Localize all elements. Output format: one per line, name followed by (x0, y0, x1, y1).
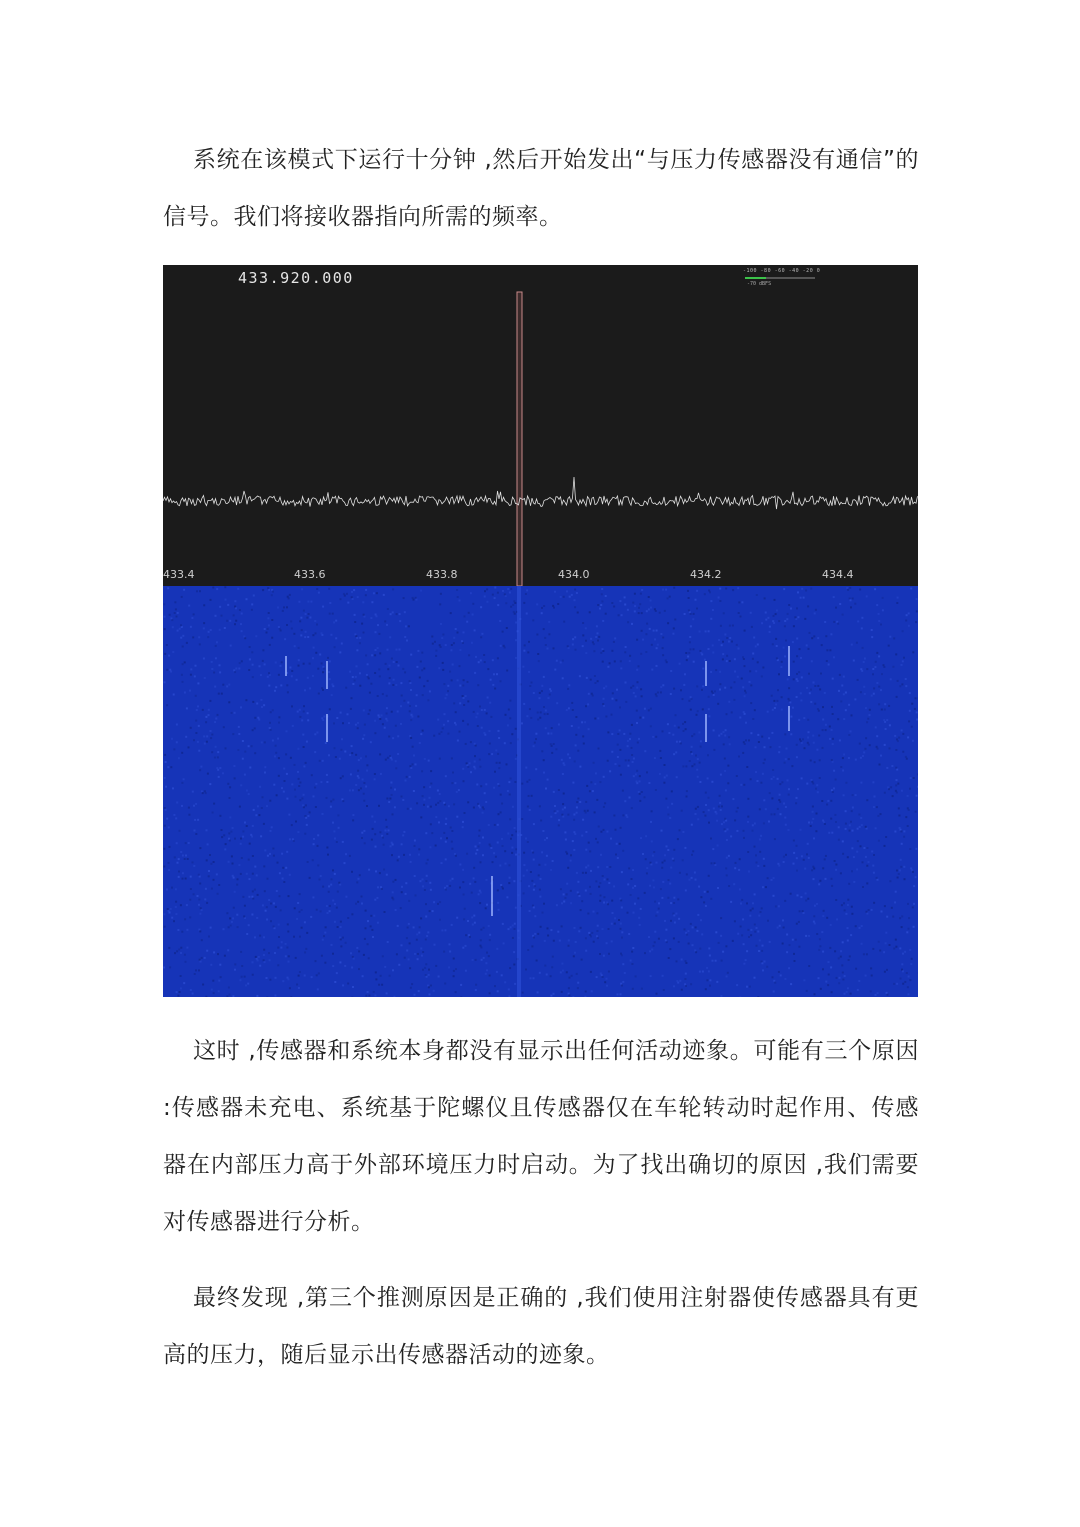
meter-bar (745, 277, 815, 279)
waterfall-plot (163, 586, 918, 997)
meter-unit: -70 dBFS (747, 281, 772, 287)
paragraph-conclusion: 最终发现 ,第三个推测原因是正确的 ,我们使用注射器使传感器具有更高的压力，随后显示出传感器活动的迹象。 (163, 1285, 919, 1368)
waterfall-panel (163, 586, 918, 997)
signal-burst (788, 646, 790, 676)
signal-burst (285, 656, 287, 676)
spectrum-trace (163, 477, 918, 509)
paragraph-analysis: 这时 ,传感器和系统本身都没有显示出任何活动迹象。可能有三个原因 :传感器未充电、系统基于陀螺仪且传感器仅在车轮转动时起作用、传感器在内部压力高于外部环境压力时启动。为了找出确切的原因 ,我们需要对传感器进行分析。 (163, 1038, 919, 1235)
meter-scale: -100 -80 -60 -40 -20 0 (743, 268, 821, 274)
frequency-readout: 433.920.000 (238, 269, 354, 287)
axis-tick-label: 433.4 (163, 568, 195, 581)
paragraph-intro: 系统在该模式下运行十分钟 ,然后开始发出“与压力传感器没有通信”的信号。我们将接收器指向所需的频率。 (163, 147, 919, 230)
sdr-screenshot (163, 265, 918, 997)
signal-burst (491, 876, 493, 916)
axis-tick-label: 434.4 (822, 568, 854, 581)
axis-tick-label: 433.8 (426, 568, 458, 581)
signal-burst (705, 714, 707, 742)
waterfall-center-line (517, 586, 521, 997)
axis-tick-label: 433.6 (294, 568, 326, 581)
spectrum-plot (163, 265, 918, 586)
signal-burst (705, 661, 707, 686)
meter-bar-fill (745, 277, 766, 279)
axis-tick-label: 434.0 (558, 568, 590, 581)
waterfall-noise (163, 586, 918, 997)
spectrum-panel (163, 265, 918, 586)
signal-burst (326, 714, 328, 742)
tuning-marker (517, 292, 522, 586)
axis-tick-label: 434.2 (690, 568, 722, 581)
signal-meter (743, 268, 821, 290)
signal-burst (788, 706, 790, 731)
signal-burst (326, 661, 328, 689)
